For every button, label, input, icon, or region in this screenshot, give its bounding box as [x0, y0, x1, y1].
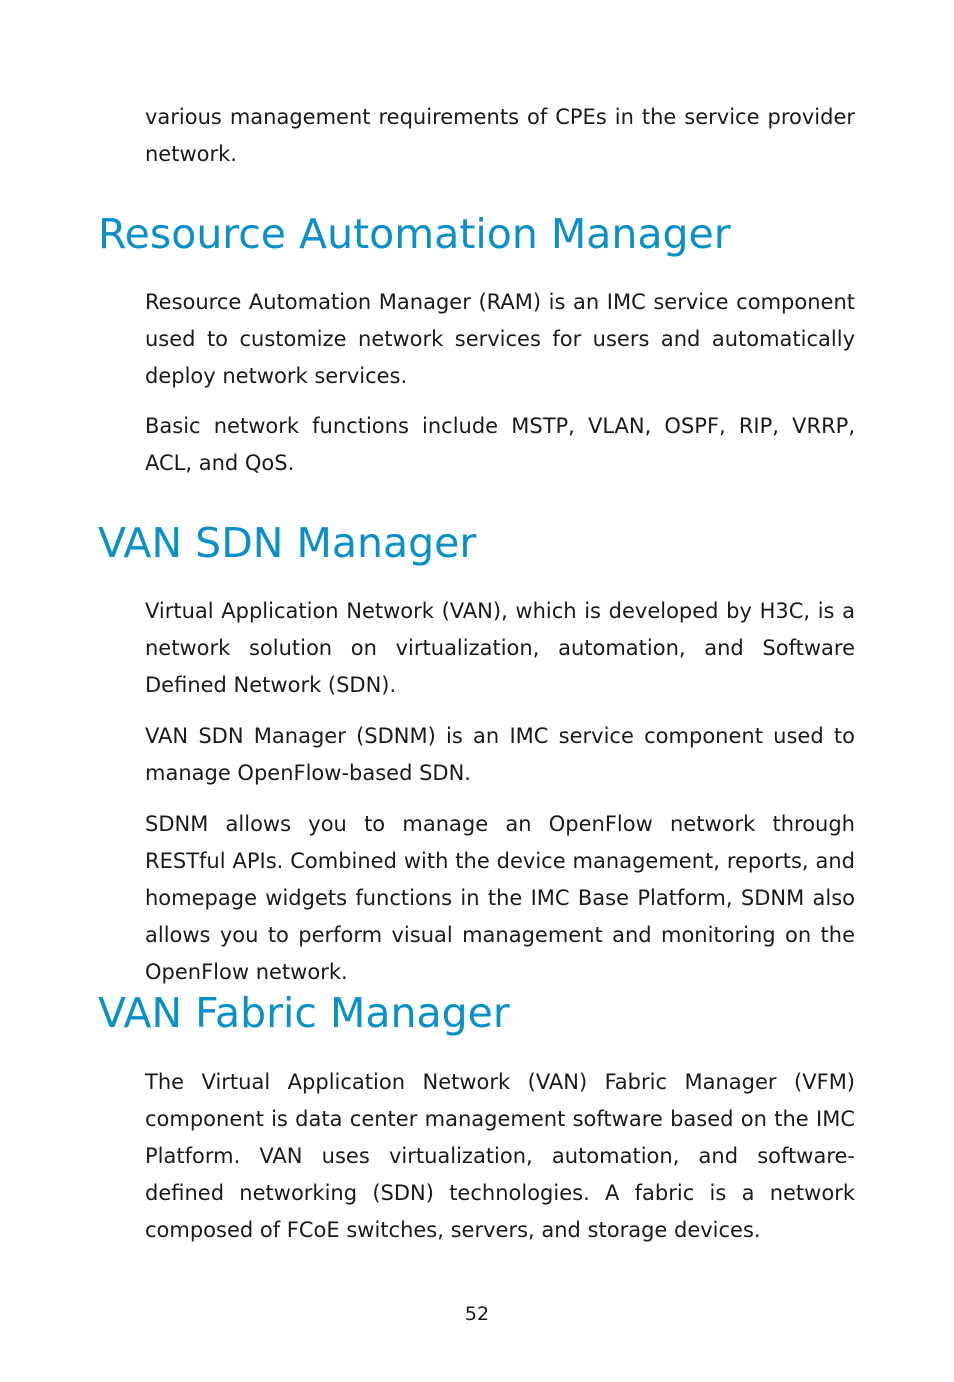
vfm-paragraph-1: The Virtual Application Network (VAN) Fabric Manager (VFM) component is data center management software based on the IMC Platform. VAN uses virtualization, automation, and software-defined networking (SDN) technologies. A fabric is a network composed of FCoE switches, servers, and storage devices.	[145, 1070, 855, 1242]
ram-paragraph-1: Resource Automation Manager (RAM) is an IMC service component used to customize network services for users and automatically deploy network services.	[145, 290, 855, 388]
section-heading-van-fabric-manager: VAN Fabric Manager	[98, 989, 510, 1037]
intro-continuation-paragraph: various management requirements of CPEs in the service provider network.	[145, 105, 855, 166]
sdn-paragraph-3: SDNM allows you to manage an OpenFlow network through RESTful APIs. Combined with the device management, reports, and homepage widgets functions in the IMC Base Platform, SDNM also allows you to perform visual management and monitoring on the OpenFlow network.	[145, 812, 855, 984]
section-heading-resource-automation-manager: Resource Automation Manager	[98, 210, 731, 258]
page-number: 52	[464, 1303, 490, 1325]
sdn-paragraph-1: Virtual Application Network (VAN), which is developed by H3C, is a network solution on virtualization, automation, and Software Defined Network (SDN).	[145, 599, 855, 697]
sdn-paragraph-2: VAN SDN Manager (SDNM) is an IMC service component used to manage OpenFlow-based SDN.	[145, 724, 855, 785]
ram-paragraph-2: Basic network functions include MSTP, VLAN, OSPF, RIP, VRRP, ACL, and QoS.	[145, 414, 855, 475]
section-heading-van-sdn-manager: VAN SDN Manager	[98, 519, 477, 567]
